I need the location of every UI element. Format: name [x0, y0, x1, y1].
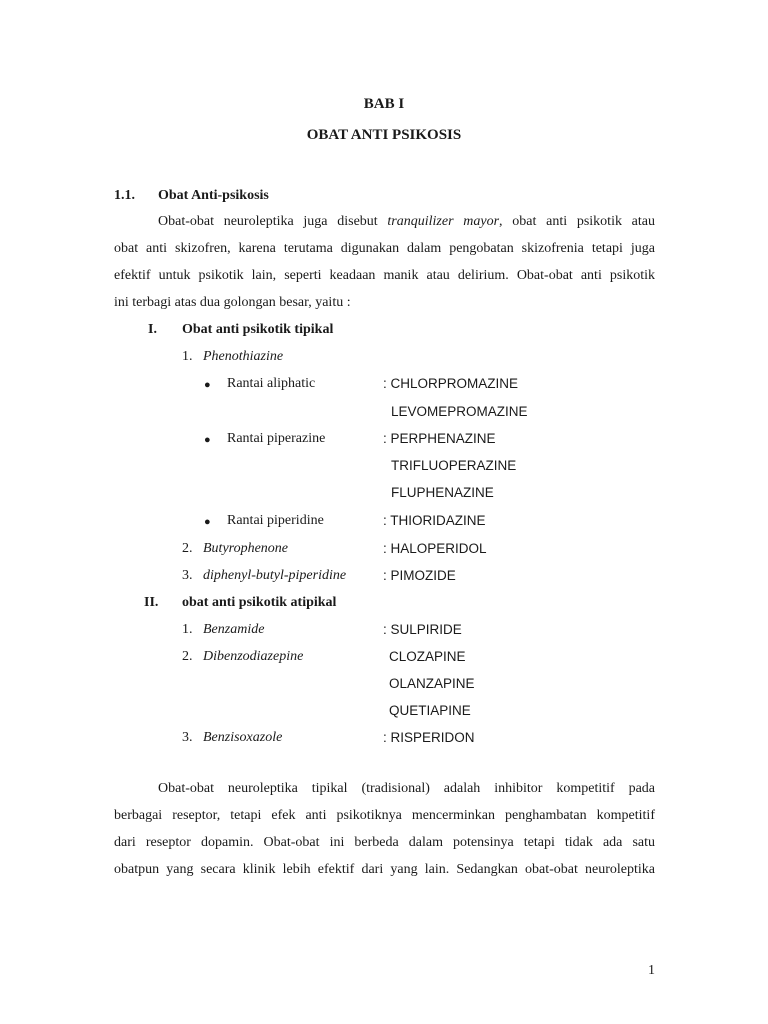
drug-levomepromazine: LEVOMEPROMAZINE	[391, 404, 528, 419]
drug-olanzapine: OLANZAPINE	[389, 676, 475, 691]
bullet-aliphatic-label: Rantai aliphatic	[227, 376, 316, 391]
drug-thioridazine: : THIORIDAZINE	[383, 513, 486, 528]
intro-line-1-a: Obat-obat neuroleptika juga disebut	[158, 214, 388, 229]
group1-item3-number: 3.	[182, 568, 193, 583]
drug-pimozide: : PIMOZIDE	[383, 568, 456, 583]
group1-item2-number: 2.	[182, 541, 193, 556]
group2-title: obat anti psikotik atipikal	[182, 595, 337, 610]
intro-line-4: ini terbagi atas dua golongan besar, yaitu :	[114, 295, 351, 310]
bullet-piperazine-label: Rantai piperazine	[227, 431, 326, 446]
drug-quetiapine: QUETIAPINE	[389, 703, 471, 718]
group1-item2-name: Butyrophenone	[203, 541, 289, 556]
drug-fluphenazine: FLUPHENAZINE	[391, 485, 494, 500]
drug-trifluoperazine: TRIFLUOPERAZINE	[391, 458, 517, 473]
group2-item2-number: 2.	[182, 649, 193, 664]
group1-item1-number: 1.	[182, 349, 193, 364]
bullet-icon: ●	[204, 434, 211, 446]
group1-title: Obat anti psikotik tipikal	[182, 322, 334, 337]
group2-numeral: II.	[144, 595, 159, 610]
page-number: 1	[648, 963, 655, 978]
chapter-heading: BAB I	[363, 96, 405, 112]
drug-risperidon: : RISPERIDON	[383, 730, 475, 745]
intro-line-2: obat anti skizofren, karena terutama digunakan dalam pengobatan skizofrenia tetapi juga	[114, 241, 655, 256]
section-title: Obat Anti-psikosis	[158, 188, 269, 203]
paragraph2-line-4: obatpun yang secara klinik lebih efektif dari yang lain. Sedangkan obat-obat neuroleptika	[114, 862, 655, 877]
drug-sulpiride: : SULPIRIDE	[383, 622, 462, 637]
group1-numeral: I.	[148, 322, 157, 337]
intro-italic-term: tranquilizer mayor	[387, 214, 500, 229]
intro-line-1-b: , obat anti psikotik atau	[499, 214, 656, 229]
drug-clozapine: CLOZAPINE	[389, 649, 466, 664]
group2-item1-number: 1.	[182, 622, 193, 637]
chapter-title: OBAT ANTI PSIKOSIS	[306, 127, 462, 143]
drug-chlorpromazine: : CHLORPROMAZINE	[383, 376, 519, 391]
drug-perphenazine: : PERPHENAZINE	[383, 431, 496, 446]
group2-item3-number: 3.	[182, 730, 193, 745]
group2-item2-name: Dibenzodiazepine	[203, 649, 304, 664]
group2-item3-name: Benzisoxazole	[203, 730, 283, 745]
drug-haloperidol: : HALOPERIDOL	[383, 541, 487, 556]
bullet-icon: ●	[204, 379, 211, 391]
paragraph2-line-3: dari reseptor dopamin. Obat-obat ini berbeda dalam potensinya tetapi tidak ada satu	[114, 835, 655, 850]
paragraph2-line-2: berbagai reseptor, tetapi efek anti psikotiknya mencerminkan penghambatan kompetitif	[114, 808, 655, 823]
section-number: 1.1.	[114, 188, 135, 203]
group2-item1-name: Benzamide	[203, 622, 265, 637]
paragraph2-line-1: Obat-obat neuroleptika tipikal (tradisional) adalah inhibitor kompetitif pada	[158, 781, 655, 796]
group1-item1-name: Phenothiazine	[203, 349, 284, 364]
intro-line-1	[158, 213, 655, 231]
group1-item3-name: diphenyl-butyl-piperidine	[203, 568, 347, 583]
intro-line-3: efektif untuk psikotik lain, seperti keadaan manik atau delirium. Obat-obat anti psikotik	[114, 268, 655, 283]
bullet-icon: ●	[204, 516, 211, 528]
bullet-piperidine-label: Rantai piperidine	[227, 513, 324, 528]
